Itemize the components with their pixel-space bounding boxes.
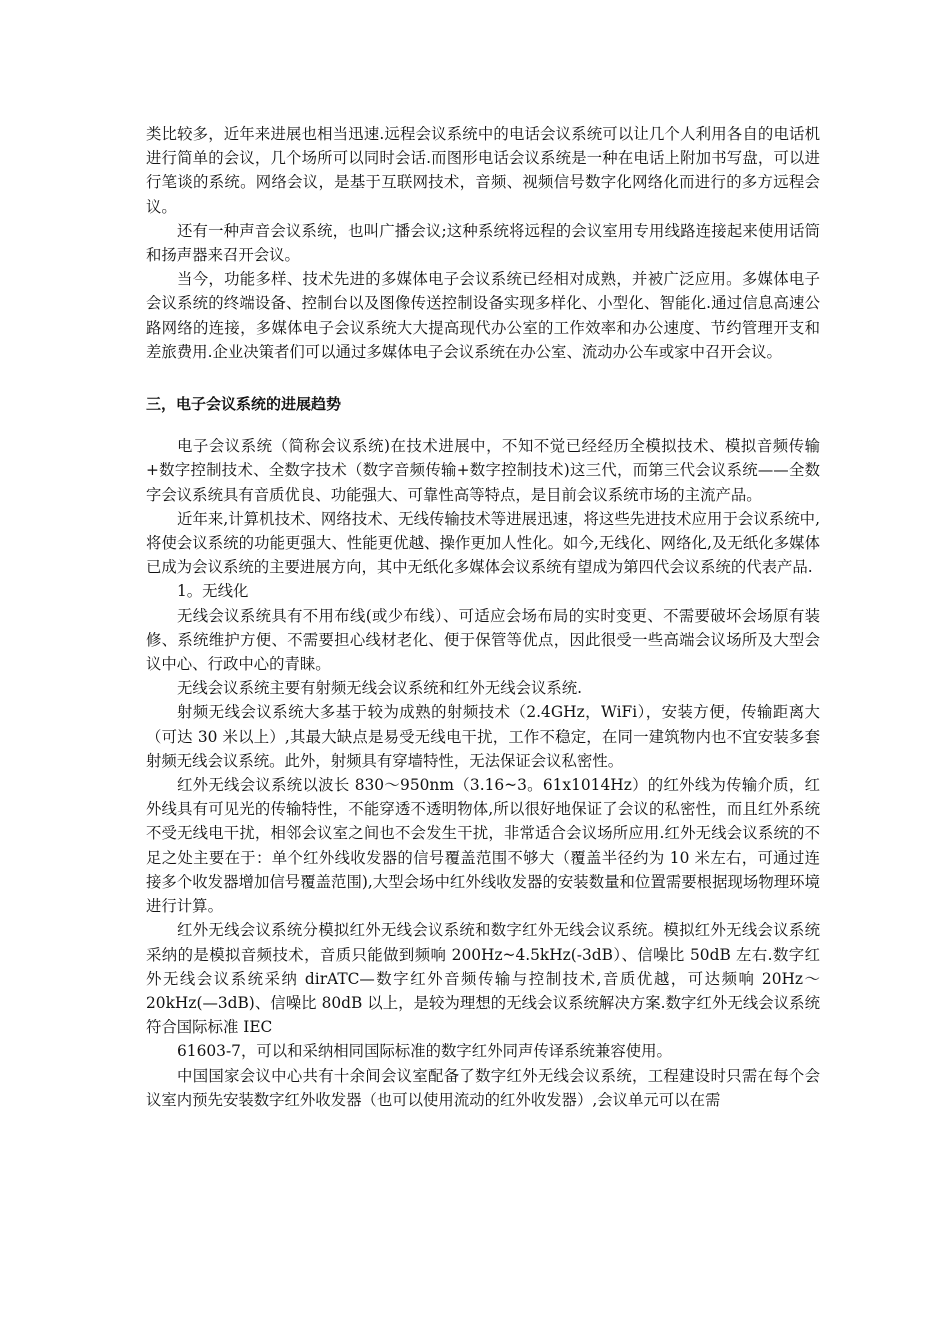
paragraph: 无线会议系统具有不用布线(或少布线）、可适应会场布局的实时变更、不需要破坏会场原有装修、系统维护方便、不需要担心线材老化、便于保管等优点，因此很受一些高端会议场所及大型会议中心、行政中心的青睐。 [146, 606, 820, 674]
paragraph: 红外无线会议系统以波长 830～950nm（3.16~3。61x1014Hz）的红外线为传输介质，红外线具有可见光的传输特性，不能穿透不透明物体,所以很好地保证了会议的私密性，而且红外系统不受无线电干扰，相邻会议室之间也不会发生干扰，非常适合会议场所应用.红外无线会议系统的不足之处主要在于：单个红外线收发器的信号覆盖范围不够大（覆盖半径约为 10 米左右，可通过连接多个收发器增加信号覆盖范围),大型会场中红外线收发器的安装数量和位置需要根据现场物理环境进行计算。 [146, 776, 820, 916]
section-heading: 三，电子会议系统的进展趋势 [146, 395, 342, 414]
paragraph: 红外无线会议系统分模拟红外无线会议系统和数字红外无线会议系统。模拟红外无线会议系统采纳的是模拟音频技术，音质只能做到频响 200Hz~4.5kHz(-3dB）、信噪比 50dB 左右.数字红外无线会议系统采纳 dirATC—数字红外音频传输与控制技术,音质优越，可达频响 20Hz～20kHz(—3dB)、信噪比 80dB 以上，是较为理想的无线会议系统解决方案.数字红外无线会议系统符合国际标准 IEC [146, 921, 820, 1037]
paragraph: 当今，功能多样、技术先进的多媒体电子会议系统已经相对成熟，并被广泛应用。多媒体电子会议系统的终端设备、控制台以及图像传送控制设备实现多样化、小型化、智能化.通过信息高速公路网络的连接，多媒体电子会议系统大大提高现代办公室的工作效率和办公速度、节约管理开支和差旅费用.企业决策者们可以通过多媒体电子会议系统在办公室、流动办公车或家中召开会议。 [146, 270, 820, 361]
paragraph: 类比较多，近年来进展也相当迅速.远程会议系统中的电话会议系统可以让几个人利用各自的电话机进行简单的会议，几个场所可以同时会话.而图形电话会议系统是一种在电话上附加书写盘，可以进行笔谈的系统。网络会议，是基于互联网技术，音频、视频信号数字化网络化而进行的多方远程会议。 [146, 125, 820, 216]
paragraph: 射频无线会议系统大多基于较为成熟的射频技术（2.4GHz，WiFi），安装方便，传输距离大（可达 30 米以上）,其最大缺点是易受无线电干扰，工作不稳定，在同一建筑物内也不宜安装多套射频无线会议系统。此外，射频具有穿墙特性，无法保证会议私密性。 [146, 703, 820, 770]
document-page [146, 122, 820, 1112]
paragraph: 电子会议系统（简称会议系统)在技术进展中，不知不觉已经经历全模拟技术、模拟音频传输+数字控制技术、全数字技术（数字音频传输+数字控制技术)这三代，而第三代会议系统——全数字会议系统具有音质优良、功能强大、可靠性高等特点，是目前会议系统市场的主流产品。 [146, 437, 820, 504]
paragraph: 中国国家会议中心共有十余间会议室配备了数字红外无线会议系统，工程建设时只需在每个会议室内预先安装数字红外收发器（也可以使用流动的红外收发器）,会议单元可以在需 [146, 1066, 820, 1109]
paragraph: 61603-7，可以和采纳相同国际标准的数字红外同声传译系统兼容使用。 [177, 1042, 672, 1061]
paragraph: 无线会议系统主要有射频无线会议系统和红外无线会议系统. [177, 679, 583, 698]
paragraph: 近年来,计算机技术、网络技术、无线传输技术等进展迅速，将这些先进技术应用于会议系统中,将使会议系统的功能更强大、性能更优越、操作更加人性化。如今,无线化、网络化,及无纸化多媒体已成为会议系统的主要进展方向，其中无纸化多媒体会议系统有望成为第四代会议系统的代表产品. [146, 509, 820, 577]
paragraph: 还有一种声音会议系统，也叫广播会议;这种系统将远程的会议室用专用线路连接起来使用话筒和扬声器来召开会议。 [146, 221, 820, 265]
subsection-heading: 1。无线化 [177, 582, 249, 601]
